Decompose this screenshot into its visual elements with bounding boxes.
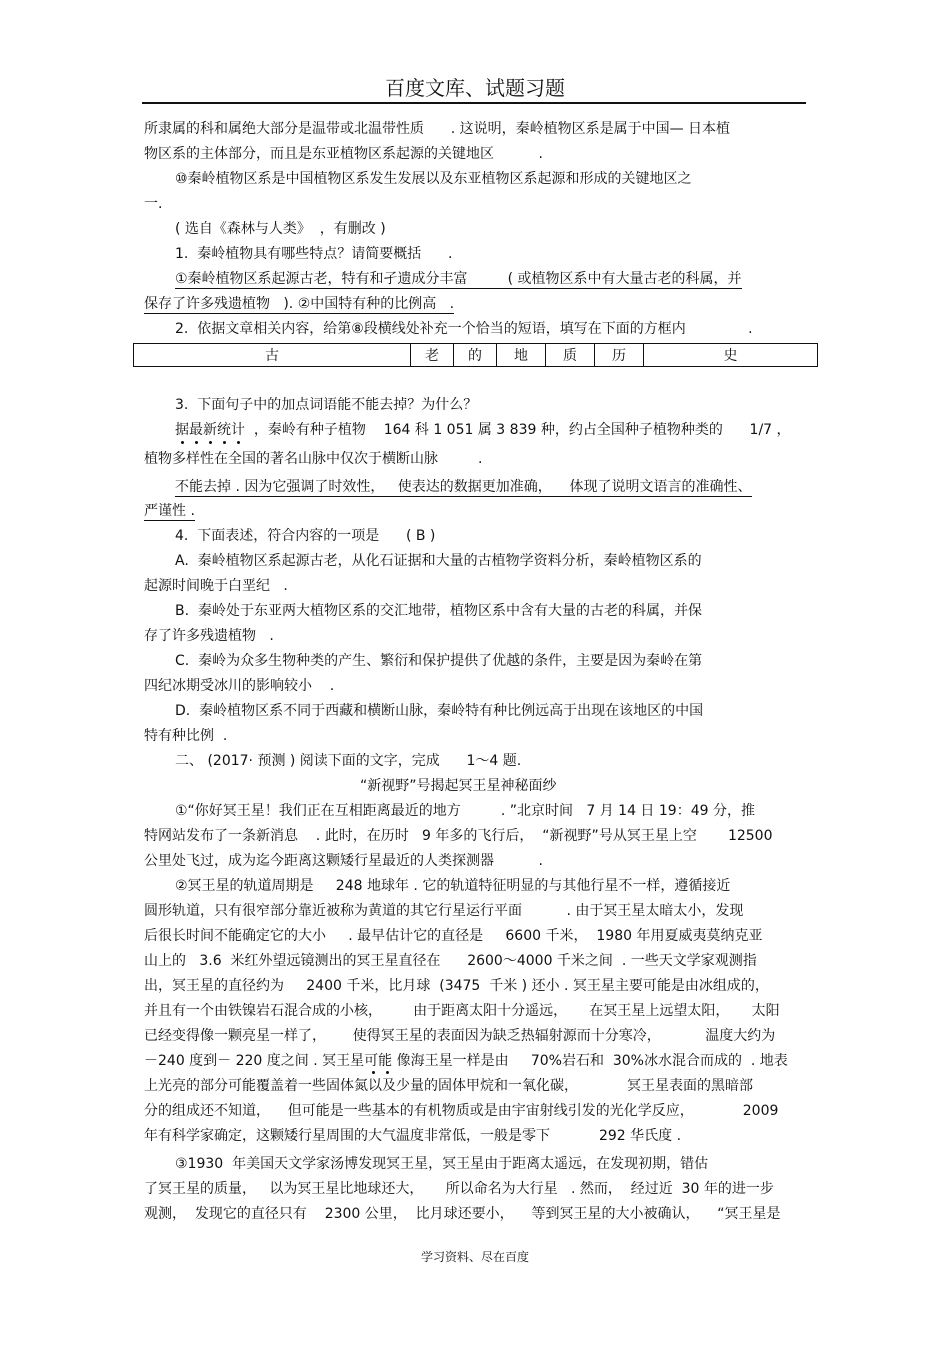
text-line: 圆形轨道，只有很窄部分靠近被称为黄道的其它行星运行平面 . 由于冥王星太暗太小，发现	[144, 903, 744, 919]
answer-box-table	[133, 343, 818, 367]
text-line: 公里处飞过，成为迄今距离这颗矮行星最近的人类探测器 .	[144, 853, 543, 869]
text-line: 观测， 发现它的直径只有 2300 公里， 比月球还要小， 等到冥王星的大小被确认， “冥王星是	[144, 1206, 781, 1222]
option-d: D. 秦岭植物区系不同于西藏和横断山脉，秦岭特有种比例远高于出现在该地区的中国	[175, 703, 704, 719]
text-line: －240 度到－ 220 度之间 . 冥王星可能 像海王星一样是由 70%岩石和 30%冰水混合而成的 . 地表	[144, 1053, 788, 1069]
emphasis-dot	[386, 1071, 389, 1074]
text-line: 所隶属的科和属绝大部分是温带或北温带性质 . 这说明，秦岭植物区系是属于中国— 日本植	[144, 121, 731, 137]
emphasis-dot	[209, 441, 212, 444]
text-line: 上光亮的部分可能覆盖着一些固体氮以及少量的固体甲烷和一氧化碳， 冥王星表面的黑暗部	[144, 1078, 753, 1094]
option-a-cont: 起源时间晚于白垩纪 .	[144, 578, 288, 594]
option-d-cont: 特有种比例 .	[144, 728, 228, 744]
option-c: C. 秦岭为众多生物种类的产生、繁衍和保护提供了优越的条件，主要是因为秦岭在第	[175, 653, 703, 669]
text-line: ⑩秦岭植物区系是中国植物区系发生发展以及东亚植物区系起源和形成的关键地区之	[175, 171, 692, 187]
answer-box-cell: 老	[411, 344, 454, 367]
answer-box-cell: 史	[644, 344, 818, 367]
emphasis-dot	[372, 1071, 375, 1074]
answer-box-cell: 历	[595, 344, 644, 367]
text-line: ②冥王星的轨道周期是 248 地球年 . 它的轨道特征明显的与其他行星不一样，遵循接近	[175, 878, 731, 894]
question-1: 1. 秦岭植物具有哪些特点？请简要概括 .	[175, 246, 453, 262]
text-line: ③1930 年美国天文学家汤博发现冥王星，冥王星由于距离太遥远，在发现初期，错估	[175, 1156, 709, 1172]
text-line: 并且有一个由铁镍岩石混合成的小核， 由于距离太阳十分遥远， 在冥王星上远望太阳， 太阳	[144, 1003, 780, 1019]
question-3: 3. 下面句子中的加点词语能不能去掉？为什么？	[175, 397, 478, 413]
text-line: 特网站发布了一条新消息 . 此时，在历时 9 年多的飞行后， “新视野”号从冥王星上空 12500	[144, 828, 773, 844]
question-2: 2. 依据文章相关内容，给第⑧段横线处补充一个恰当的短语，填写在下面的方框内 .	[175, 321, 753, 337]
question-4: 4. 下面表述，符合内容的一项是 ( B )	[175, 528, 436, 544]
page-footer: 学习资料、尽在百度	[420, 1250, 529, 1264]
answer-box-cell: 古	[134, 344, 411, 367]
text-line: 年有科学家确定，这颗矮行星周围的大气温度非常低，一般是零下 292 华氏度 .	[144, 1128, 682, 1144]
text-line: 物区系的主体部分，而且是东亚植物区系起源的关键地区 .	[144, 146, 543, 162]
text-line: 据最新统计 ，秦岭有种子植物 164 科 1 051 属 3 839 种，约占全国种子植物种类的 1/7 ，	[175, 422, 791, 438]
option-b-cont: 存了许多残遗植物 .	[144, 628, 274, 644]
page-header: 百度文库、试题习题	[385, 76, 565, 100]
option-c-cont: 四纪冰期受冰川的影响较小 .	[144, 678, 335, 694]
answer-1-line-1: ①秦岭植物区系起源古老，特有和孑遗成分丰富 ( 或植物区系中有大量古老的科属，并	[175, 271, 742, 287]
answer-1-line-2: 保存了许多残遗植物 ). ②中国特有种的比例高 .	[144, 296, 455, 312]
text-line: 一.	[144, 196, 163, 212]
section-2-heading: 二、 (2017· 预测 ) 阅读下面的文字，完成 1～4 题.	[175, 753, 522, 769]
text-line: 已经变得像一颗亮星一样了， 使得冥王星的表面因为缺乏热辐射源而十分寒冷， 温度大约为	[144, 1028, 776, 1044]
text-line: 分的组成还不知道， 但可能是一些基本的有机物质或是由宇宙射线引发的光化学反应， 2009	[144, 1103, 779, 1119]
text-line: ( 选自《森林与人类》 ，有删改 )	[175, 221, 386, 237]
text-line: 山上的 3.6 米红外望远镜测出的冥王星直径在 2600～4000 千米之间 . 一些天文学家观测指	[144, 953, 757, 969]
text-line: 植物多样性在全国的著名山脉中仅次于横断山脉 .	[144, 451, 483, 467]
header-rule	[142, 102, 806, 104]
answer-box-cell: 质	[546, 344, 595, 367]
article-title: “新视野”号揭起冥王星神秘面纱	[360, 778, 557, 794]
option-a: A. 秦岭植物区系起源古老，从化石证据和大量的古植物学资料分析，秦岭植物区系的	[175, 553, 702, 569]
text-line: ①“你好冥王星！我们正在互相距离最近的地方 . ”北京时间 7 月 14 日 19：49 分，推	[175, 803, 755, 819]
emphasis-dot	[223, 441, 226, 444]
text-line: 了冥王星的质量， 以为冥王星比地球还大， 所以命名为大行星 . 然而， 经过近 30 年的进一步	[144, 1181, 774, 1197]
emphasis-dot	[195, 441, 198, 444]
emphasis-dot	[237, 441, 240, 444]
emphasis-dot	[181, 441, 184, 444]
answer-3-line-1: 不能去掉 . 因为它强调了时效性， 使表达的数据更加准确， 体现了说明文语言的准确性、	[175, 479, 752, 495]
answer-box-cell: 的	[454, 344, 497, 367]
option-b: B. 秦岭处于东亚两大植物区系的交汇地带，植物区系中含有大量的古老的科属，并保	[175, 603, 702, 619]
text-line: 后很长时间不能确定它的大小 . 最早估计它的直径是 6600 千米， 1980 年用夏威夷莫纳克亚	[144, 928, 763, 944]
answer-box-cell: 地	[497, 344, 546, 367]
answer-3-line-2: 严谨性 .	[144, 503, 195, 519]
text-line: 出，冥王星的直径约为 2400 千米，比月球 (3475 千米 ) 还小 . 冥王星主要可能是由冰组成的，	[144, 978, 769, 994]
